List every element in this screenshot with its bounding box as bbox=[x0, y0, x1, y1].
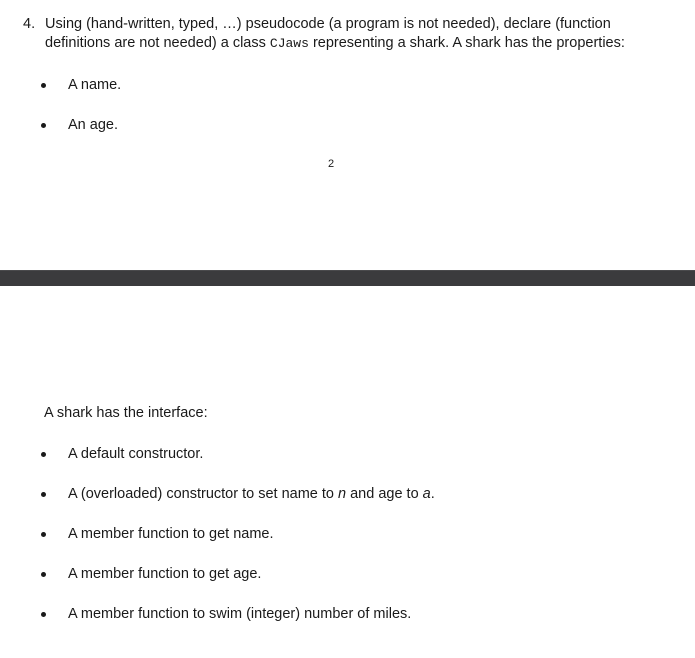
page-top bbox=[0, 0, 695, 270]
bullet-icon bbox=[41, 532, 46, 537]
interface-label: A default constructor. bbox=[68, 446, 204, 462]
class-name-code: CJaws bbox=[269, 36, 309, 51]
page-bottom bbox=[0, 286, 695, 658]
page-number: 2 bbox=[328, 158, 335, 170]
question-number: 4. bbox=[23, 16, 36, 32]
bullet-icon bbox=[41, 83, 46, 88]
bullet-icon bbox=[41, 492, 46, 497]
question-4 bbox=[23, 15, 663, 53]
bullet-icon bbox=[41, 612, 46, 617]
var-a: a bbox=[422, 486, 431, 502]
interface-label-middle: and age to bbox=[346, 486, 423, 502]
bullet-icon bbox=[41, 452, 46, 457]
interface-intro: A shark has the interface: bbox=[44, 405, 208, 421]
question-text-before: Using (hand-written, typed, …) pseudocode (a program is not needed), declare (function definitions are not needed) a class bbox=[45, 16, 611, 51]
bullet-icon bbox=[41, 572, 46, 577]
property-label: An age. bbox=[68, 117, 118, 133]
interface-label-prefix: A (overloaded) constructor to set name to bbox=[68, 486, 338, 502]
interface-item bbox=[41, 525, 274, 544]
question-text bbox=[45, 15, 663, 53]
property-item bbox=[41, 116, 118, 135]
interface-label bbox=[68, 485, 435, 504]
interface-item bbox=[41, 565, 261, 584]
question-text-after: representing a shark. A shark has the properties: bbox=[308, 35, 625, 51]
interface-item bbox=[41, 445, 203, 464]
interface-label: A member function to get age. bbox=[68, 566, 262, 582]
interface-item bbox=[41, 605, 411, 624]
property-label: A name. bbox=[68, 77, 122, 93]
interface-item bbox=[41, 485, 435, 504]
page-separator bbox=[0, 270, 695, 286]
bullet-icon bbox=[41, 123, 46, 128]
property-item bbox=[41, 76, 121, 95]
interface-label-suffix: . bbox=[430, 486, 435, 502]
interface-label: A member function to get name. bbox=[68, 526, 274, 542]
interface-label: A member function to swim (integer) number of miles. bbox=[68, 606, 412, 622]
var-n: n bbox=[338, 486, 347, 502]
